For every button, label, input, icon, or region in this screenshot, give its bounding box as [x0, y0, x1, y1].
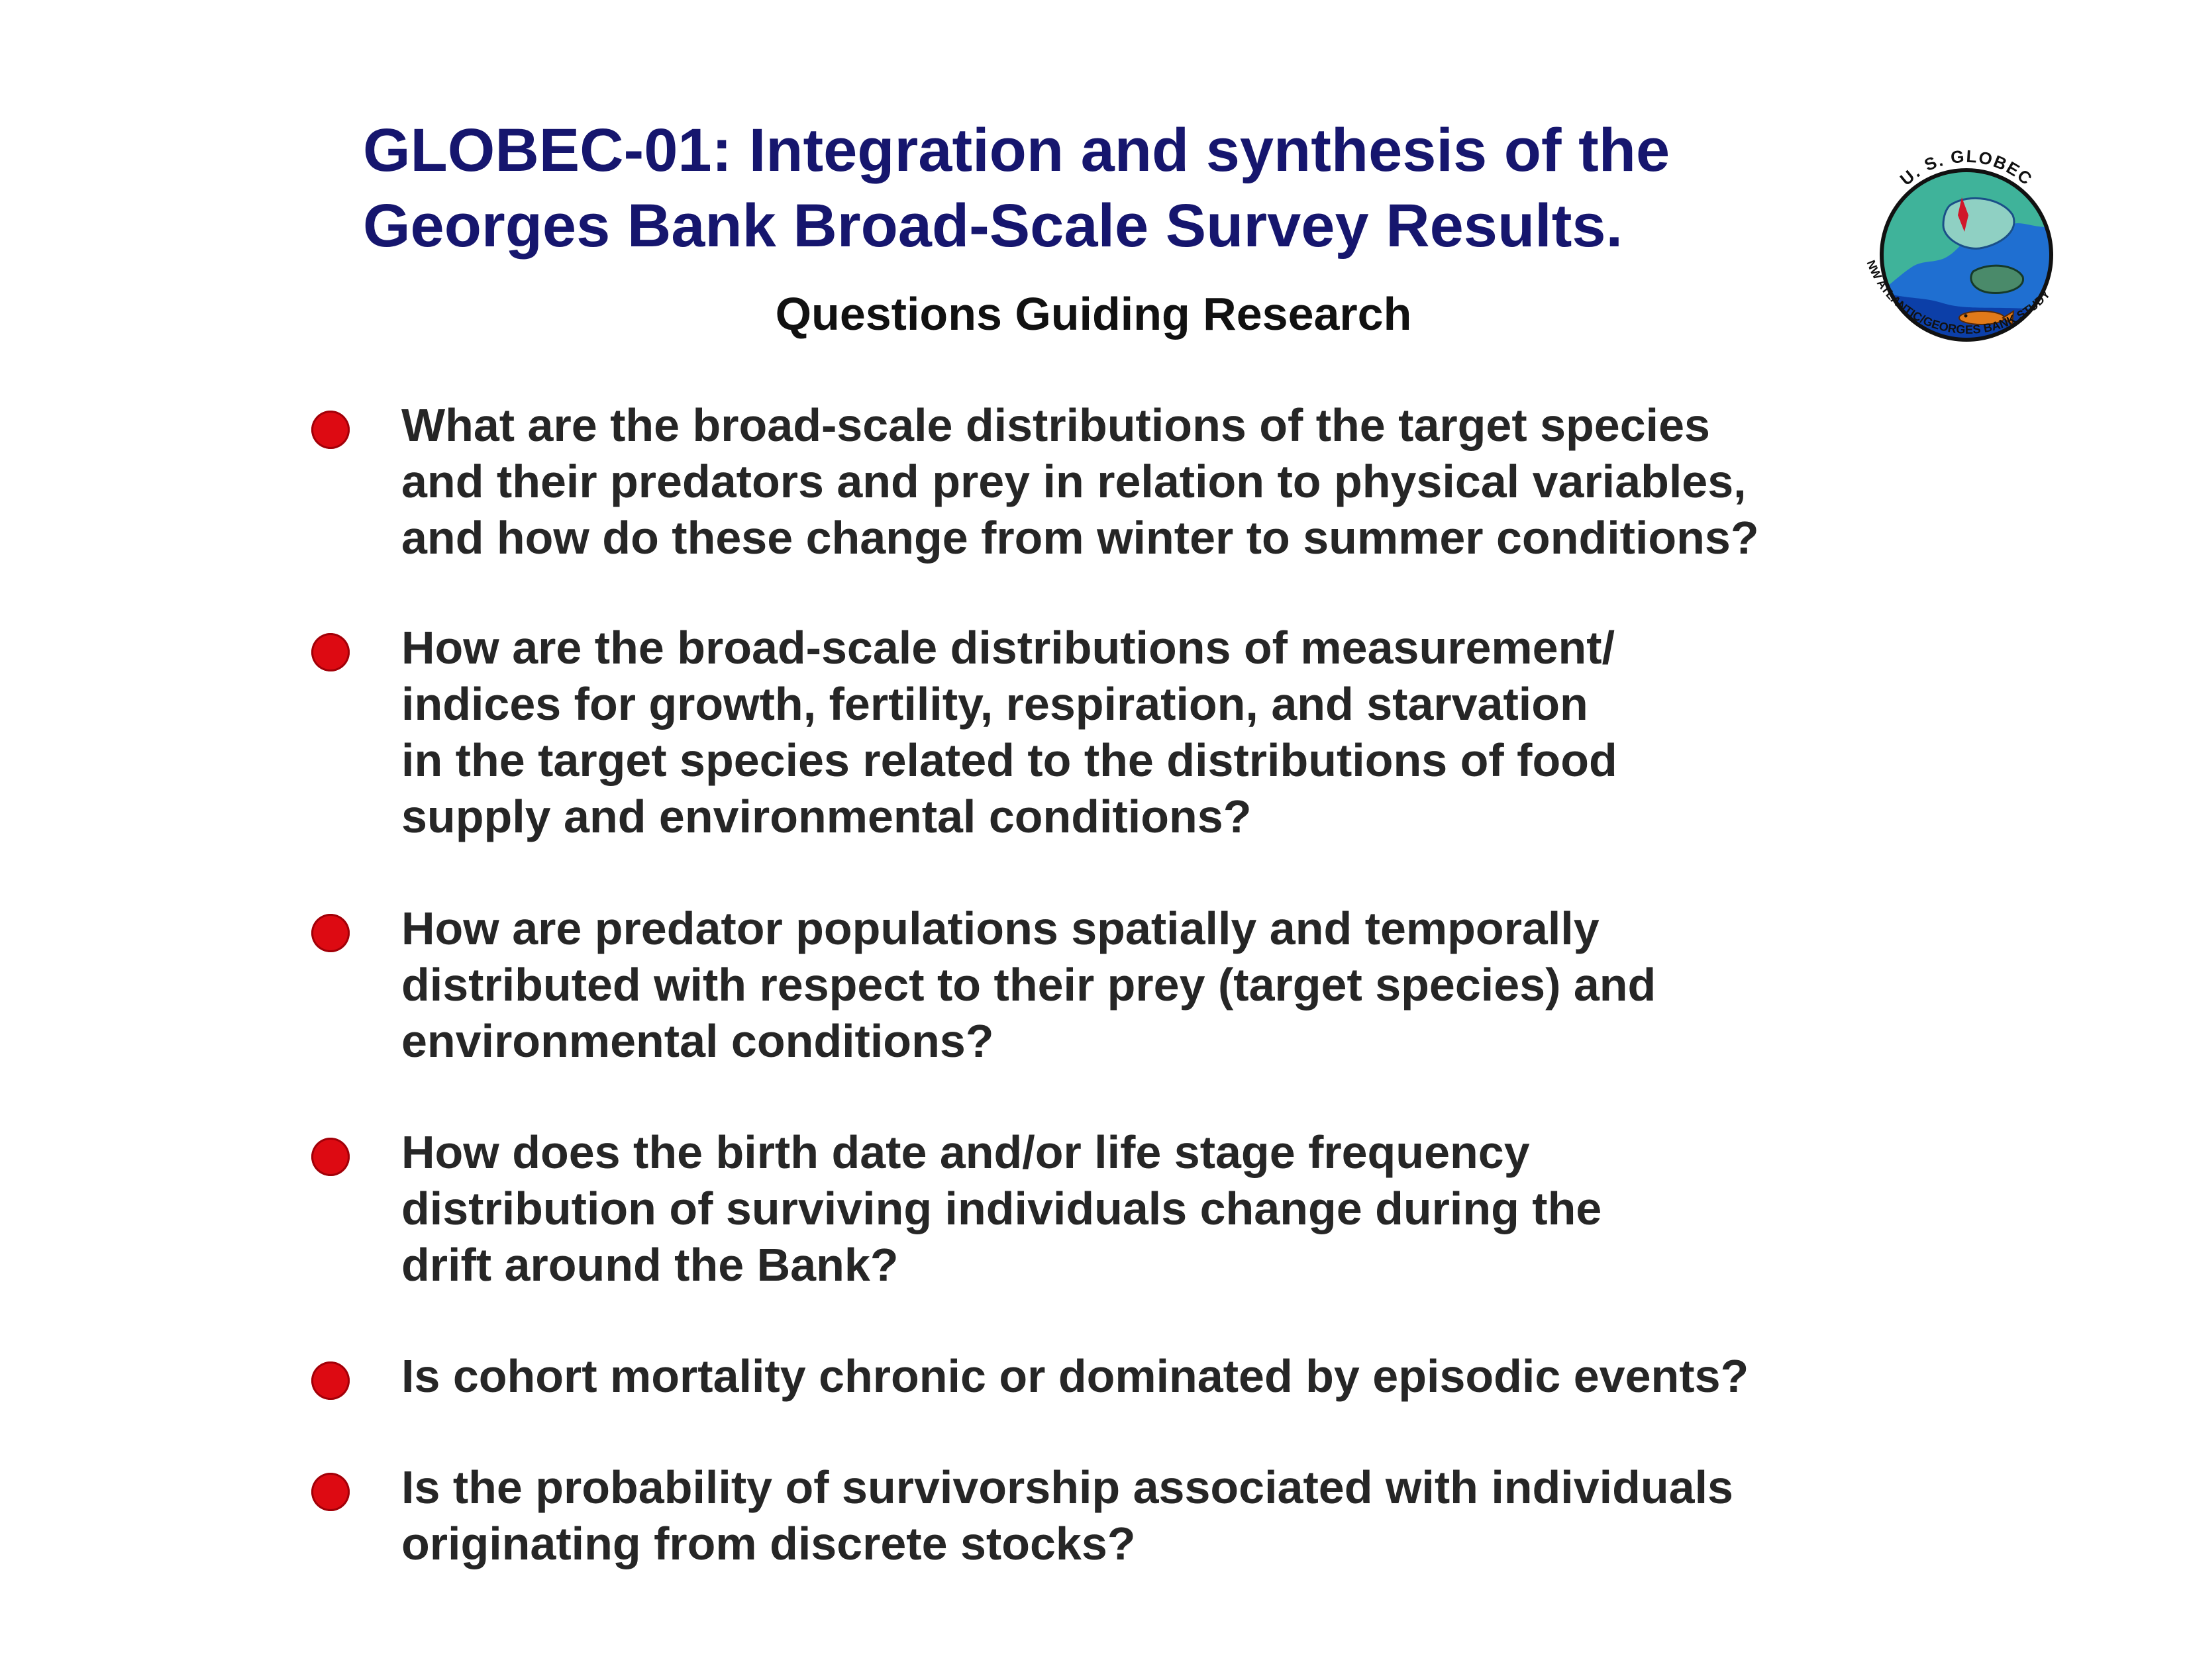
- question-3-line-2: distributed with respect to their prey (target species) and: [401, 959, 1656, 1011]
- bullet-icon: [311, 633, 350, 671]
- logo-top-text: U. S. GLOBEC: [1896, 146, 2037, 190]
- question-2-line-2: indices for growth, fertility, respiration, and starvation: [401, 678, 1588, 730]
- question-2-line-1: How are the broad-scale distributions of measurement/: [401, 622, 1615, 673]
- globec-logo-icon: [1844, 126, 2089, 371]
- question-1-line-1: What are the broad-scale distributions of the target species: [401, 399, 1710, 451]
- question-1-line-3: and how do these change from winter to summer conditions?: [401, 512, 1759, 564]
- bullet-icon: [311, 914, 350, 952]
- question-3-line-3: environmental conditions?: [401, 1015, 994, 1067]
- question-4-line-2: distribution of surviving individuals change during the: [401, 1183, 1602, 1234]
- question-4-line-3: drift around the Bank?: [401, 1239, 899, 1291]
- bullet-icon: [311, 1473, 350, 1511]
- bullet-icon: [311, 1361, 350, 1400]
- page-title: [363, 113, 1886, 264]
- bullet-icon: [311, 1138, 350, 1176]
- question-3-line-1: How are predator populations spatially and temporally: [401, 903, 1600, 954]
- question-1-line-2: and their predators and prey in relation to physical variables,: [401, 456, 1747, 507]
- question-5-line-1: Is cohort mortality chronic or dominated by episodic events?: [401, 1350, 1749, 1402]
- question-6-line-1: Is the probability of survivorship associated with individuals: [401, 1461, 1733, 1513]
- section-subtitle: Questions Guiding Research: [775, 288, 1412, 340]
- bullet-icon: [311, 411, 350, 449]
- question-4-line-1: How does the birth date and/or life stage frequency: [401, 1126, 1530, 1178]
- question-2-line-3: in the target species related to the distributions of food: [401, 734, 1617, 786]
- question-2-line-4: supply and environmental conditions?: [401, 791, 1252, 842]
- title-line-2: Georges Bank Broad-Scale Survey Results.: [363, 192, 1623, 260]
- title-line-1: GLOBEC-01: Integration and synthesis of the: [363, 117, 1670, 184]
- question-6-line-2: originating from discrete stocks?: [401, 1518, 1136, 1569]
- logo-bottom-text: NW ATLANTIC/GEORGES BANK STUDY: [1864, 258, 2053, 336]
